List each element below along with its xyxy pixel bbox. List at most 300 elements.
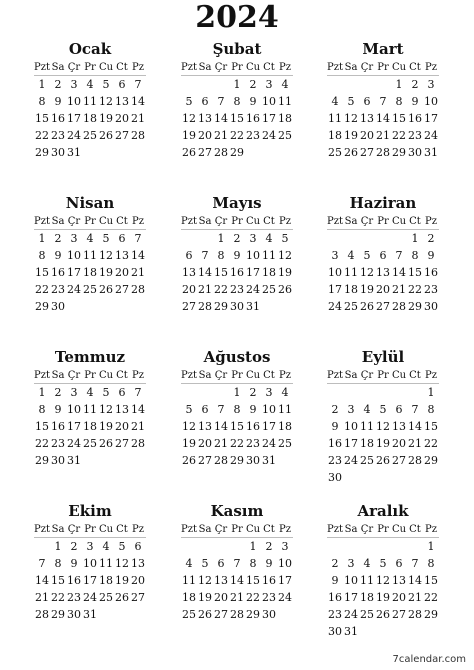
day-cell: 30 (408, 146, 422, 159)
day-cell: 27 (131, 591, 145, 604)
empty-cell (327, 230, 343, 247)
day-cell: 17 (328, 283, 342, 296)
empty-cell (197, 538, 213, 555)
day-cell: 30 (328, 625, 342, 638)
day-cell: 20 (115, 112, 129, 125)
day-cell: 6 (379, 249, 387, 262)
day-cell: 3 (331, 249, 339, 262)
empty-cell (213, 538, 229, 555)
day-cell: 8 (233, 403, 241, 416)
weekday-header: Pzt (181, 522, 197, 538)
day-cell: 15 (424, 420, 438, 433)
day-cell: 4 (281, 78, 289, 91)
day-cell: 27 (376, 300, 390, 313)
day-cell: 11 (278, 95, 292, 108)
empty-cell (343, 538, 359, 555)
weekday-header: Sa (343, 60, 359, 76)
day-cell: 19 (376, 591, 390, 604)
month-grid (34, 522, 146, 623)
day-cell: 1 (38, 386, 46, 399)
weekday-header: Cu (245, 522, 261, 538)
day-cell: 22 (424, 437, 438, 450)
day-cell: 1 (38, 78, 46, 91)
day-cell: 25 (83, 437, 97, 450)
day-cell: 3 (86, 540, 94, 553)
day-cell: 18 (99, 574, 113, 587)
day-cell: 24 (67, 283, 81, 296)
weekday-header: Ct (261, 214, 277, 230)
day-cell: 12 (99, 403, 113, 416)
month-grid (327, 214, 439, 315)
month-name: Mart (362, 40, 404, 58)
day-cell: 16 (408, 112, 422, 125)
day-cell: 8 (38, 95, 46, 108)
day-cell: 2 (249, 78, 257, 91)
day-cell: 10 (246, 249, 260, 262)
empty-cell (213, 384, 229, 401)
empty-cell (359, 538, 375, 555)
day-cell: 25 (360, 608, 374, 621)
day-cell: 15 (35, 420, 49, 433)
day-cell: 2 (54, 78, 62, 91)
month-name: Ekim (68, 502, 112, 520)
day-cell: 23 (246, 437, 260, 450)
day-cell: 20 (376, 283, 390, 296)
day-cell: 13 (115, 95, 129, 108)
day-cell: 30 (230, 300, 244, 313)
weekday-header: Pz (277, 214, 293, 230)
day-cell: 9 (54, 95, 62, 108)
day-cell: 2 (265, 540, 273, 553)
day-cell: 5 (379, 557, 387, 570)
day-cell: 15 (424, 574, 438, 587)
day-cell: 9 (249, 403, 257, 416)
day-cell: 23 (51, 283, 65, 296)
weekday-header: Ct (261, 60, 277, 76)
day-cell: 19 (360, 283, 374, 296)
day-cell: 1 (427, 386, 435, 399)
day-cell: 18 (278, 112, 292, 125)
day-cell: 3 (265, 386, 273, 399)
weekday-header: Pr (375, 522, 391, 538)
day-cell: 30 (51, 146, 65, 159)
day-cell: 12 (376, 574, 390, 587)
day-cell: 28 (214, 146, 228, 159)
day-cell: 14 (214, 112, 228, 125)
day-cell: 16 (328, 437, 342, 450)
day-cell: 26 (182, 454, 196, 467)
day-cell: 29 (35, 146, 49, 159)
day-cell: 25 (83, 283, 97, 296)
weekday-header: Pr (229, 60, 245, 76)
weekday-header: Pz (130, 368, 146, 384)
day-cell: 7 (201, 249, 209, 262)
day-cell: 17 (278, 574, 292, 587)
weekday-header: Çr (213, 522, 229, 538)
day-cell: 5 (102, 232, 110, 245)
day-cell: 4 (347, 249, 355, 262)
day-cell: 8 (38, 403, 46, 416)
day-cell: 12 (182, 112, 196, 125)
weekday-header: Cu (98, 60, 114, 76)
day-cell: 13 (115, 249, 129, 262)
day-cell: 6 (217, 557, 225, 570)
day-cell: 22 (230, 129, 244, 142)
weekday-header: Pzt (34, 368, 50, 384)
weekday-header: Sa (343, 368, 359, 384)
day-cell: 3 (70, 232, 78, 245)
empty-cell (197, 76, 213, 93)
day-cell: 19 (115, 574, 129, 587)
day-cell: 3 (427, 78, 435, 91)
day-cell: 10 (262, 403, 276, 416)
day-cell: 27 (115, 437, 129, 450)
day-cell: 5 (185, 95, 193, 108)
day-cell: 2 (331, 557, 339, 570)
day-cell: 20 (115, 420, 129, 433)
day-cell: 13 (392, 574, 406, 587)
weekday-header: Pzt (327, 60, 343, 76)
day-cell: 18 (344, 283, 358, 296)
day-cell: 26 (115, 591, 129, 604)
day-cell: 17 (344, 591, 358, 604)
day-cell: 21 (198, 283, 212, 296)
month-name: Ağustos (203, 348, 271, 366)
day-cell: 20 (115, 266, 129, 279)
day-cell: 10 (328, 266, 342, 279)
day-cell: 6 (395, 557, 403, 570)
day-cell: 22 (424, 591, 438, 604)
day-cell: 18 (360, 591, 374, 604)
empty-cell (375, 384, 391, 401)
month-grid (181, 214, 293, 315)
month-9 (327, 346, 439, 486)
empty-cell (181, 384, 197, 401)
weekday-header: Sa (50, 60, 66, 76)
empty-cell (359, 384, 375, 401)
day-cell: 21 (131, 266, 145, 279)
day-cell: 4 (86, 386, 94, 399)
day-cell: 17 (424, 112, 438, 125)
weekday-header: Sa (50, 368, 66, 384)
day-cell: 3 (249, 232, 257, 245)
day-cell: 14 (408, 574, 422, 587)
day-cell: 16 (246, 112, 260, 125)
empty-cell (181, 76, 197, 93)
month-3 (327, 38, 439, 161)
day-cell: 21 (131, 112, 145, 125)
month-grid (181, 522, 293, 623)
month-11 (181, 500, 293, 623)
day-cell: 24 (246, 283, 260, 296)
weekday-header: Sa (197, 368, 213, 384)
empty-cell (327, 76, 343, 93)
day-cell: 17 (344, 437, 358, 450)
empty-cell (359, 230, 375, 247)
day-cell: 5 (201, 557, 209, 570)
day-cell: 23 (328, 608, 342, 621)
day-cell: 18 (262, 266, 276, 279)
day-cell: 9 (331, 420, 339, 433)
day-cell: 27 (360, 146, 374, 159)
day-cell: 4 (363, 557, 371, 570)
month-grid (181, 368, 293, 469)
day-cell: 28 (392, 300, 406, 313)
day-cell: 21 (35, 591, 49, 604)
month-10 (34, 500, 146, 623)
day-cell: 15 (246, 574, 260, 587)
day-cell: 14 (230, 574, 244, 587)
day-cell: 30 (51, 300, 65, 313)
day-cell: 21 (376, 129, 390, 142)
day-cell: 18 (328, 129, 342, 142)
day-cell: 17 (67, 420, 81, 433)
day-cell: 12 (344, 112, 358, 125)
empty-cell (375, 230, 391, 247)
day-cell: 4 (86, 232, 94, 245)
day-cell: 5 (185, 403, 193, 416)
day-cell: 17 (67, 266, 81, 279)
day-cell: 9 (70, 557, 78, 570)
day-cell: 26 (198, 608, 212, 621)
day-cell: 1 (249, 540, 257, 553)
day-cell: 7 (395, 249, 403, 262)
day-cell: 28 (35, 608, 49, 621)
day-cell: 1 (427, 540, 435, 553)
day-cell: 17 (262, 112, 276, 125)
day-cell: 15 (392, 112, 406, 125)
day-cell: 1 (217, 232, 225, 245)
day-cell: 23 (67, 591, 81, 604)
day-cell: 14 (131, 249, 145, 262)
day-cell: 16 (424, 266, 438, 279)
day-cell: 24 (344, 608, 358, 621)
day-cell: 1 (233, 386, 241, 399)
day-cell: 19 (182, 129, 196, 142)
weekday-header: Sa (343, 522, 359, 538)
day-cell: 16 (328, 591, 342, 604)
day-cell: 26 (278, 283, 292, 296)
day-cell: 26 (344, 146, 358, 159)
day-cell: 3 (281, 540, 289, 553)
day-cell: 27 (392, 454, 406, 467)
day-cell: 9 (249, 95, 257, 108)
day-cell: 27 (115, 129, 129, 142)
day-cell: 10 (67, 249, 81, 262)
weekday-header: Sa (343, 214, 359, 230)
day-cell: 8 (38, 249, 46, 262)
day-cell: 29 (230, 146, 244, 159)
day-cell: 26 (99, 283, 113, 296)
day-cell: 25 (262, 283, 276, 296)
day-cell: 31 (83, 608, 97, 621)
day-cell: 10 (424, 95, 438, 108)
day-cell: 14 (408, 420, 422, 433)
day-cell: 13 (198, 112, 212, 125)
empty-cell (343, 76, 359, 93)
day-cell: 2 (331, 403, 339, 416)
weekday-header: Pr (82, 522, 98, 538)
weekday-header: Cu (391, 368, 407, 384)
day-cell: 31 (67, 454, 81, 467)
day-cell: 25 (182, 608, 196, 621)
day-cell: 17 (262, 420, 276, 433)
month-name: Eylül (361, 348, 405, 366)
day-cell: 24 (262, 129, 276, 142)
weekday-header: Pzt (181, 368, 197, 384)
weekday-header: Pz (423, 368, 439, 384)
day-cell: 29 (424, 454, 438, 467)
weekday-header: Çr (213, 60, 229, 76)
month-grid (181, 60, 293, 161)
day-cell: 6 (118, 386, 126, 399)
day-cell: 16 (51, 420, 65, 433)
weekday-header: Ct (407, 522, 423, 538)
day-cell: 27 (115, 283, 129, 296)
day-cell: 7 (411, 403, 419, 416)
day-cell: 29 (408, 300, 422, 313)
day-cell: 26 (376, 608, 390, 621)
day-cell: 7 (134, 78, 142, 91)
day-cell: 28 (214, 454, 228, 467)
weekday-header: Sa (197, 214, 213, 230)
day-cell: 20 (131, 574, 145, 587)
weekday-header: Ct (407, 368, 423, 384)
day-cell: 7 (411, 557, 419, 570)
day-cell: 17 (246, 266, 260, 279)
weekday-header: Çr (66, 368, 82, 384)
day-cell: 14 (198, 266, 212, 279)
weekday-header: Pr (82, 60, 98, 76)
weekday-header: Çr (66, 214, 82, 230)
day-cell: 6 (185, 249, 193, 262)
day-cell: 11 (328, 112, 342, 125)
weekday-header: Cu (98, 368, 114, 384)
day-cell: 10 (344, 420, 358, 433)
weekday-header: Çr (213, 214, 229, 230)
day-cell: 7 (233, 557, 241, 570)
day-cell: 4 (363, 403, 371, 416)
day-cell: 30 (246, 454, 260, 467)
day-cell: 9 (411, 95, 419, 108)
day-cell: 18 (83, 112, 97, 125)
day-cell: 31 (262, 454, 276, 467)
day-cell: 15 (35, 112, 49, 125)
month-6 (327, 192, 439, 315)
day-cell: 28 (131, 437, 145, 450)
day-cell: 2 (249, 386, 257, 399)
day-cell: 15 (408, 266, 422, 279)
day-cell: 13 (182, 266, 196, 279)
day-cell: 28 (131, 129, 145, 142)
month-grid (34, 60, 146, 161)
day-cell: 27 (198, 454, 212, 467)
weekday-header: Ct (407, 214, 423, 230)
day-cell: 30 (262, 608, 276, 621)
day-cell: 5 (102, 386, 110, 399)
day-cell: 24 (83, 591, 97, 604)
day-cell: 18 (278, 420, 292, 433)
day-cell: 14 (131, 403, 145, 416)
empty-cell (391, 538, 407, 555)
weekday-header: Çr (359, 214, 375, 230)
weekday-header: Sa (197, 60, 213, 76)
day-cell: 12 (115, 557, 129, 570)
day-cell: 3 (265, 78, 273, 91)
weekday-header: Ct (114, 214, 130, 230)
month-grid (327, 368, 439, 486)
day-cell: 7 (134, 232, 142, 245)
day-cell: 25 (99, 591, 113, 604)
month-name: Aralık (357, 502, 409, 520)
day-cell: 23 (51, 129, 65, 142)
month-7 (34, 346, 146, 469)
day-cell: 22 (246, 591, 260, 604)
day-cell: 4 (102, 540, 110, 553)
empty-cell (343, 384, 359, 401)
day-cell: 3 (347, 557, 355, 570)
day-cell: 28 (198, 300, 212, 313)
day-cell: 5 (347, 95, 355, 108)
weekday-header: Pr (229, 522, 245, 538)
day-cell: 25 (344, 300, 358, 313)
day-cell: 12 (198, 574, 212, 587)
day-cell: 23 (328, 454, 342, 467)
day-cell: 27 (214, 608, 228, 621)
day-cell: 29 (246, 608, 260, 621)
day-cell: 13 (360, 112, 374, 125)
day-cell: 7 (38, 557, 46, 570)
day-cell: 13 (131, 557, 145, 570)
day-cell: 29 (35, 300, 49, 313)
weekday-header: Pzt (327, 214, 343, 230)
month-name: Şubat (212, 40, 262, 58)
day-cell: 8 (54, 557, 62, 570)
day-cell: 19 (99, 112, 113, 125)
day-cell: 31 (246, 300, 260, 313)
day-cell: 15 (230, 112, 244, 125)
day-cell: 6 (118, 232, 126, 245)
day-cell: 7 (217, 403, 225, 416)
day-cell: 30 (51, 454, 65, 467)
month-name: Nisan (65, 194, 115, 212)
day-cell: 18 (83, 266, 97, 279)
day-cell: 11 (83, 95, 97, 108)
year-title: 2024 (195, 0, 279, 35)
weekday-header: Ct (114, 522, 130, 538)
weekday-header: Çr (359, 368, 375, 384)
day-cell: 4 (86, 78, 94, 91)
day-cell: 20 (214, 591, 228, 604)
day-cell: 11 (360, 574, 374, 587)
day-cell: 20 (392, 437, 406, 450)
day-cell: 12 (278, 249, 292, 262)
day-cell: 4 (331, 95, 339, 108)
day-cell: 2 (427, 232, 435, 245)
day-cell: 14 (214, 420, 228, 433)
day-cell: 7 (134, 386, 142, 399)
day-cell: 6 (134, 540, 142, 553)
day-cell: 11 (262, 249, 276, 262)
empty-cell (343, 230, 359, 247)
day-cell: 30 (424, 300, 438, 313)
weekday-header: Pz (130, 214, 146, 230)
day-cell: 25 (278, 129, 292, 142)
day-cell: 8 (427, 557, 435, 570)
empty-cell (407, 384, 423, 401)
day-cell: 26 (182, 146, 196, 159)
day-cell: 11 (278, 403, 292, 416)
